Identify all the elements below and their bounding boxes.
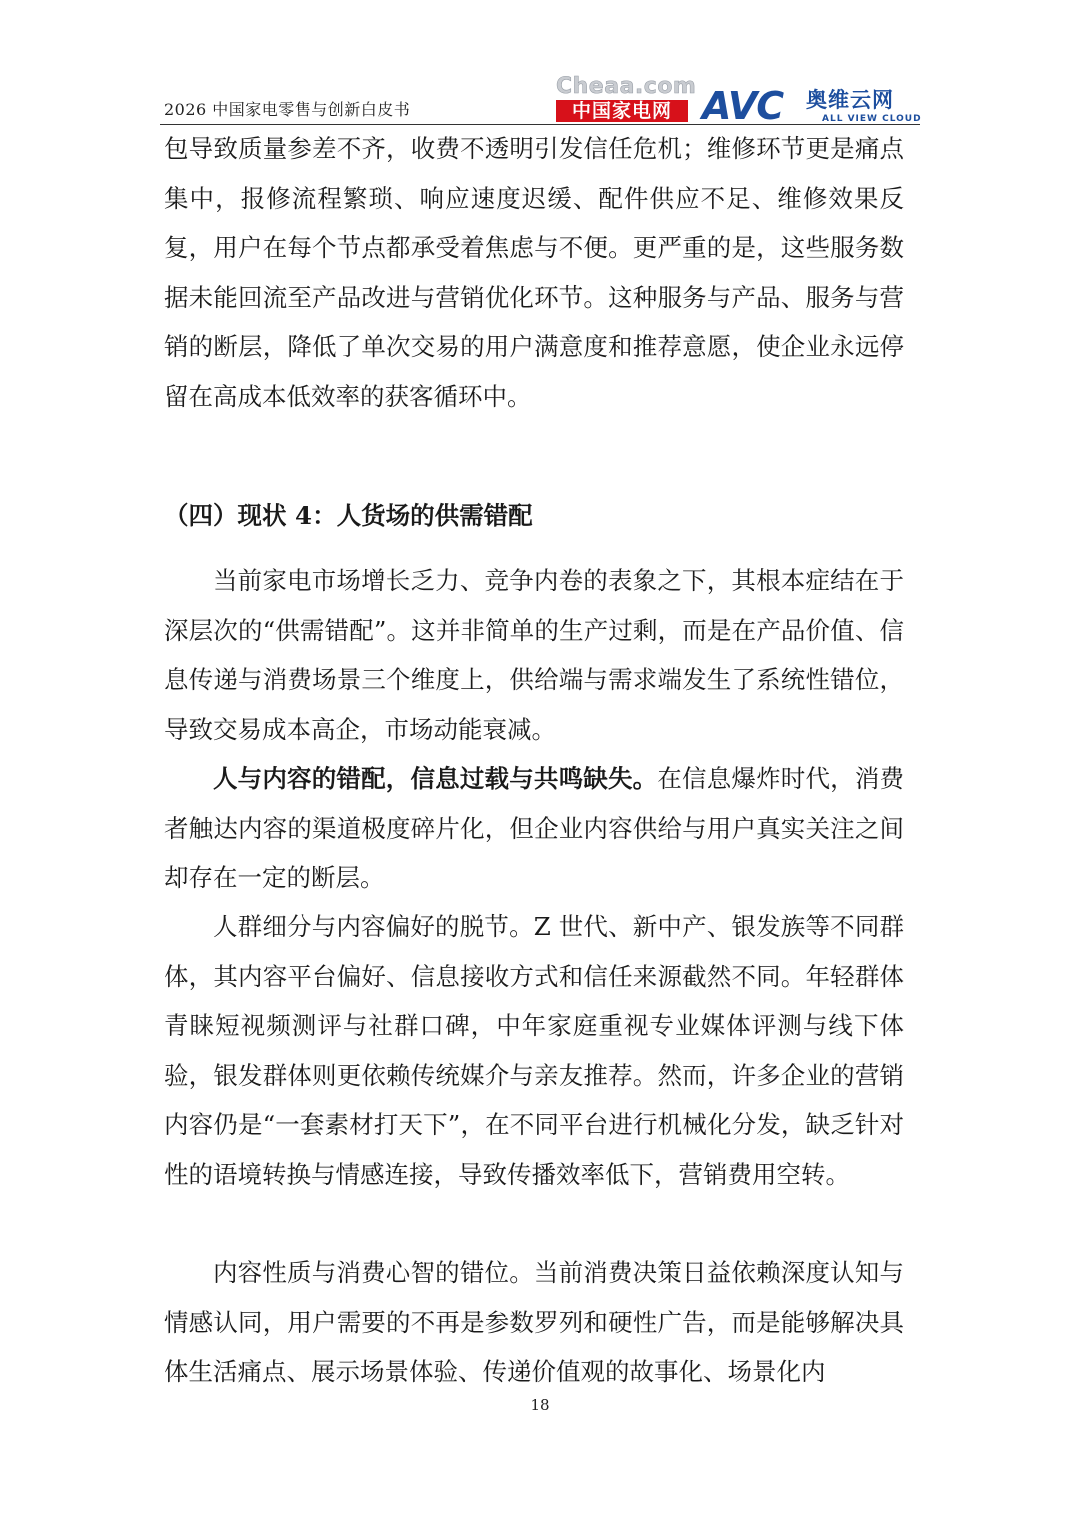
- paragraph-content-mismatch: [164, 754, 904, 903]
- avc-logo-en: ALL VIEW CLOUD: [822, 114, 922, 124]
- paragraph-content-nature: 内容性质与消费心智的错位。当前消费决策日益依赖深度认知与情感认同，用户需要的不再是参数罗列和硬性广告，而是能够解决具体生活痛点、展示场景体验、传递价值观的故事化、场景化内: [164, 1258, 904, 1386]
- cheaa-logo-wordmark: Cheaa.com: [556, 74, 697, 99]
- paragraph-lead-bold: 人与内容的错配，信息过载与共鸣缺失。: [213, 764, 658, 793]
- page-number: 18: [530, 1396, 550, 1414]
- avc-logo: [702, 86, 928, 128]
- paragraph-supply-demand: 当前家电市场增长乏力、竞争内卷的表象之下，其根本症结在于深层次的“供需错配”。这并非简单的生产过剩，而是在产品价值、信息传递与消费场景三个维度上，供给端与需求端发生了系统性错位，导致交易成本高企，市场动能衰减。: [164, 566, 904, 744]
- avc-logo-cn: 奥维云网: [806, 88, 894, 112]
- paragraph-audience-segments: 人群细分与内容偏好的脱节。Z 世代、新中产、银发族等不同群体，其内容平台偏好、信息接收方式和信任来源截然不同。年轻群体青睐短视频测评与社群口碑，中年家庭重视专业媒体评测与线下体验，银发群体则更依赖传统媒介与亲友推荐。然而，许多企业的营销内容仍是“一套素材打天下”，在不同平台进行机械化分发，缺乏针对性的语境转换与情感连接，导致传播效率低下，营销费用空转。: [164, 912, 904, 1189]
- avc-logo-mark: AVC: [702, 84, 784, 128]
- document-title: 2026 中国家电零售与创新白皮书: [164, 100, 411, 119]
- paragraph-lead-rest: 在信息爆炸时代，消费者触达内容的渠道极度碎片化，但企业内容供给与用户真实关注之间却存在一定的断层。: [164, 764, 905, 892]
- cheaa-logo-cn: 中国家电网: [556, 100, 688, 122]
- paragraph-continuation: 包导致质量参差不齐，收费不透明引发信任危机；维修环节更是痛点集中，报修流程繁琐、响应速度迟缓、配件供应不足、维修效果反复，用户在每个节点都承受着焦虑与不便。更严重的是，这些服务数据未能回流至产品改进与营销优化环节。这种服务与产品、服务与营销的断层，降低了单次交易的用户满意度和推荐意愿，使企业永远停留在高成本低效率的获客循环中。: [164, 134, 904, 411]
- section-heading: （四）现状 4：人货场的供需错配: [164, 501, 533, 530]
- cheaa-logo: [556, 74, 697, 126]
